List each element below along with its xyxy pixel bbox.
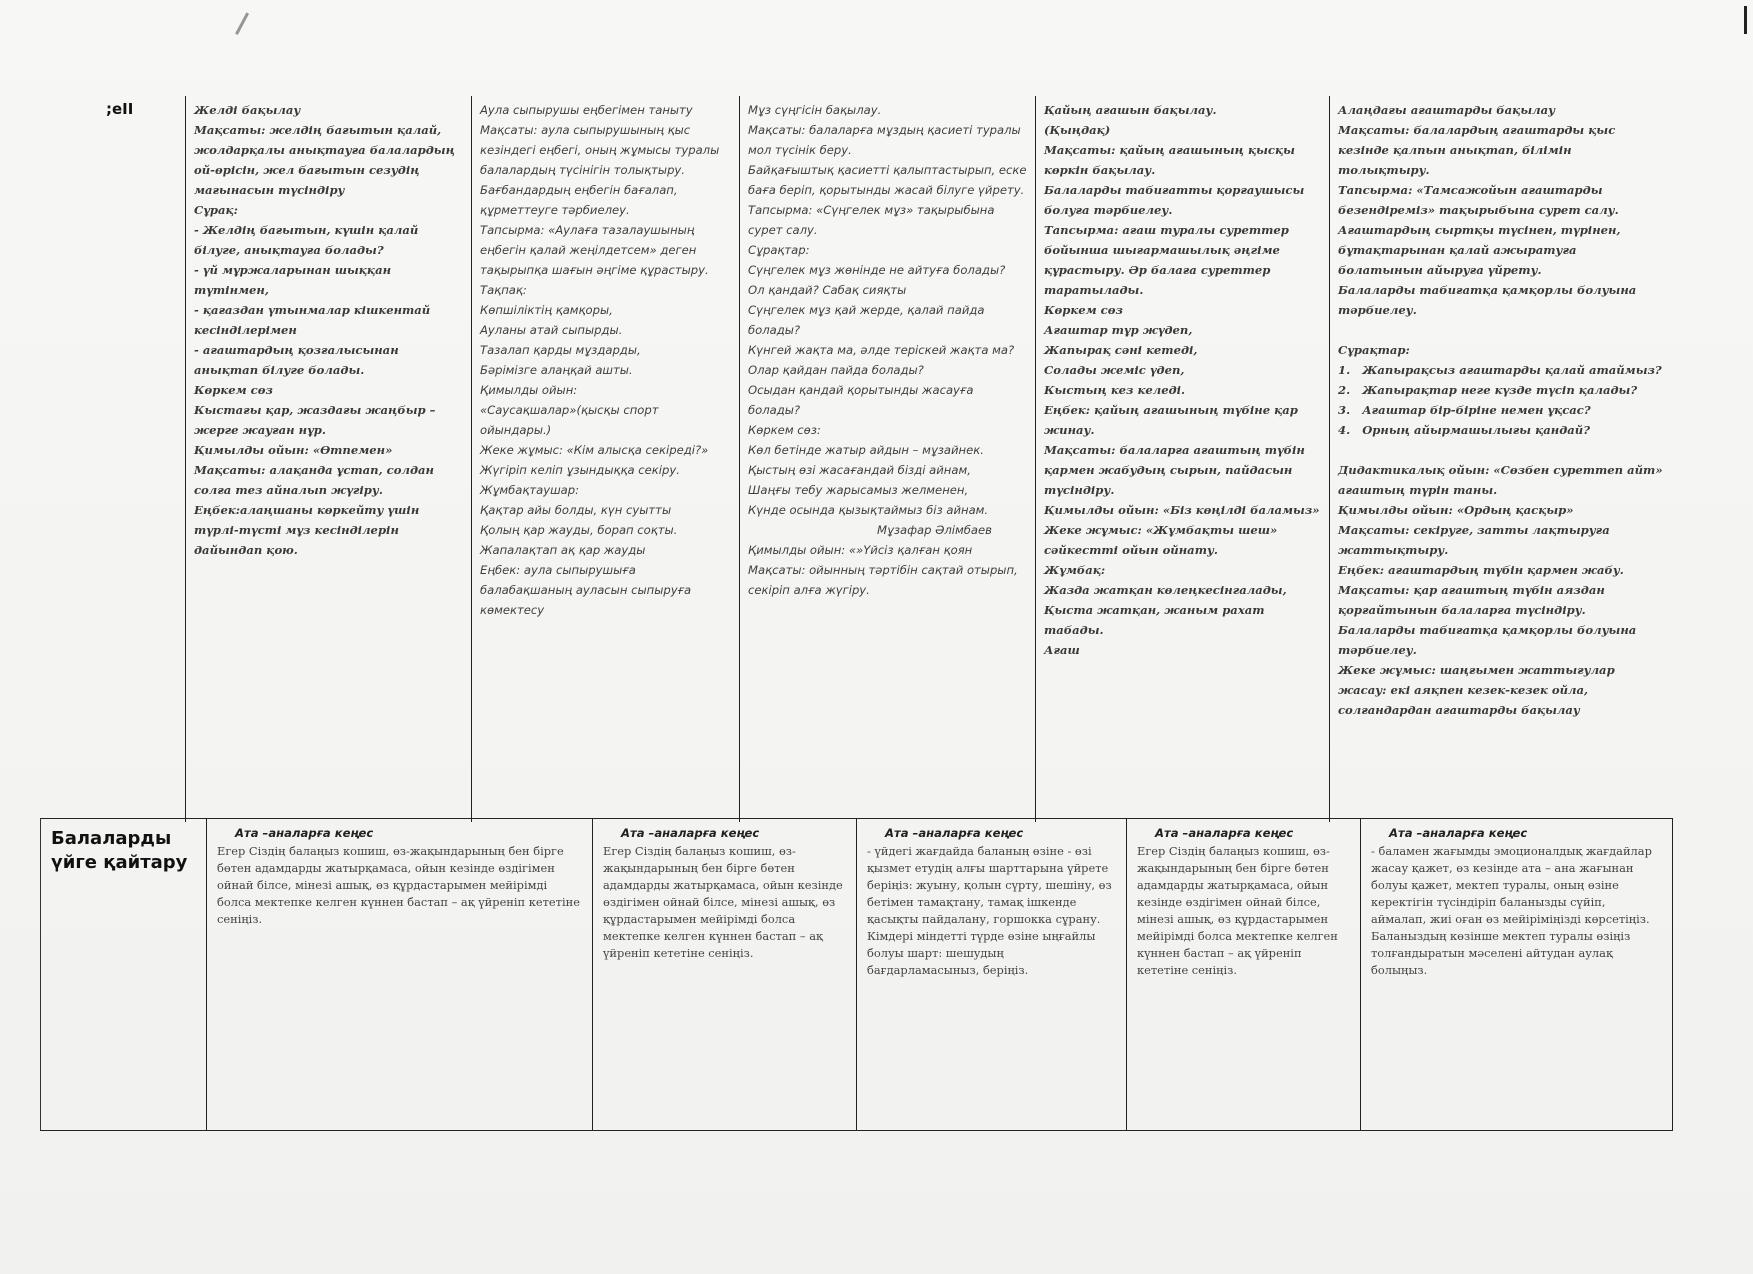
home-cell-2 xyxy=(593,818,857,1130)
walk-row xyxy=(40,96,1673,822)
walk-cell-3 xyxy=(740,96,1036,822)
walk-cell-3-text: Мұз сүңгісін бақылау. Мақсаты: балаларға мұздың қасиеті туралы мол түсінік беру. Байқағыштық қасиетті қалыптастырып, еске бағa беріп, қорытынды жасай білуге үйрету. Тапсырма: «Сүңгелек мұз» тақырыбына сурет салу. Сұрақтар: Сүңгелек мұз жөнінде не айтуға болады? Ол қандай? Сабақ сияқты Сүңгелек мұз қай жерде, қалай пайда болады? Күнгей жақта ма, әлде теріскей жақта ма? Олар қайдан пайда болады? Осыдан қандай қорытынды жасауға болады? Көркем сөз: Көл бетінде жатыр айдын – мұзайнек. Қыстың өзі жасағандай біздi айнам, Шаңғы тебу жарысамыз желменен, Күнде осында қызықтаймыз біз айнам. Мұзафар Әлімбаев Қимылды ойын: «»Үйсіз қалған қоян Мақсаты: ойынның тәртібін сақтай отырып, секіріп алға жүгіру. xyxy=(748,103,1027,597)
home-cell-4-text: Егер Сіздің балаңыз кошиш, өз-жақындарының бен бірге бөтен адамдарды жатырқамаса, ойын кезінде өздігімен ойнай білсе, мінезі ашық, өз құрдастарымен мейірімді болса мектепке келген күннен бастап – ақ үйреніп кететіне сеніңіз. xyxy=(1137,844,1342,977)
home-cell-4 xyxy=(1127,818,1361,1130)
home-row xyxy=(40,818,1673,1130)
walk-cell-4-text: Қайың ағашын бақылау. (Қыңдақ) Мақсаты: қайың ағашының қысқы көркін бақылау. Балаларды табиғатты қорғаушысы болуға тәрбиелеу. Тапсырма: ағаш туралы суреттер бойынша шығармашылық әңгіме құрастыру. Әр балаға суреттер таратылады. Көркем сөз Ағаштар тұр жүдеп, Жапырақ сәні кетеді, Солады жеміс үдеп, Кыстың кез келеді. Еңбек: қайың ағашының түбіне қар жинау. Мақсаты: балаларға ағаштың түбін қармен жабудың сырын, пайдасын түсіндіру. Қимылды ойын: «Біз көңілді баламыз» Жеке жұмыс: «Жұмбақты шеш» сәйкестті ойын ойнату. Жұмбақ: Жазда жатқан көлеңкесінгалады, Қыста жатқан, жаным рахат табады. Ағаш xyxy=(1044,103,1320,657)
home-cell-1 xyxy=(207,818,593,1130)
home-cell-2-text: Егер Сіздің балаңыз кошиш, өз-жақындарының бен бірге бөтен адамдарды жатырқамаса, ойын кезінде өздігімен ойнай білсе, мінезі ашық, өз құрдастарымен мейірімді болса мектепке келген күннен бастап – ақ үйреніп кететіне сеніңіз. xyxy=(603,844,847,960)
parent-advice-title: Ата –аналарға кеңес xyxy=(885,826,1024,840)
parent-advice-title: Ата –аналарға кеңес xyxy=(1389,826,1528,840)
walk-row-header xyxy=(40,96,186,822)
walk-cell-5 xyxy=(1330,96,1673,822)
edge-mark xyxy=(1744,6,1747,34)
home-cell-3 xyxy=(857,818,1127,1130)
home-cell-5 xyxy=(1361,818,1673,1130)
walk-cell-4 xyxy=(1036,96,1330,822)
home-cell-5-text: - баламен жағымды эмоционалдық жағдайлар жасау қажет, өз кезінде ата – ана жағынан болуы қажет, мектеп туралы, оның өзіне керектігін түсіндіріп баланызды сүйіп, аймалап, жиі оған өз мейіріміңізді көрсетіңіз. Баланыздың көзінше мектеп туралы өзіңіз толғандыратын мәселені айтудан аулақ болыңыз. xyxy=(1371,844,1656,977)
walk-cell-5-text: Алаңдағы ағаштарды бақылау Мақсаты: балалардың ағаштарды қыс кезінде қалпын анықтап, білімін толықтыру. Тапсырма: «Тамсажойын ағаштарды безендіреміз» тақырыбына сурет салу. Ағаштардың сыртқы түсінен, түрінен, бұтақтарынан қалай ажыратуға болатынын айыруға үйрету. Балаларды табиғатқа қамқорлы болуына тәрбиелеу. Сұрақтар: 1. Жапырақсыз ағаштарды қалай атаймыз? 2. Жапырақтар неге күзде түсіп қалады? 3. Ағаштар бір-біріне немен ұқсас? 4. Орның айырмашылығы қандай? Дидактикалық ойын: «Сөзбен суреттеп айт» ағаштың түрін таны. Қимылды ойын: «Ордың қасқыр» Мақсаты: секіруге, затты лақтыруға жаттықтыру. Еңбек: ағаштардың түбін қармен жабу. Мақсаты: қар ағаштың түбін аяздан қорғайтынын балаларға түсіндіру. Балаларды табиғатқа қамқорлы болуына тәрбиелеу. Жеке жұмыс: шаңғымен жаттығулар жасау: екі аяқпен кезек-кезек ойла, солғандардан ағаштарды бақылау xyxy=(1338,103,1663,717)
home-cell-3-text: - үйдегі жағдайда баланың өзіне - өзі қызмет етудің алғы шарттарына үйрете беріңіз: жуыну, қолын сүрту, шешіну, өз бетімен тамақтану, тамақ ішкенде қасықты пайдалану, горшокка сұрану. Кімдері міндетті түрде өзіне ыңғайлы болуы шарт: шешудың бағдарламасыныз, беріңіз. xyxy=(867,844,1116,977)
walk-cell-1 xyxy=(186,96,472,822)
parent-advice-title: Ата –аналарға кеңес xyxy=(1155,826,1294,840)
pen-mark xyxy=(235,12,258,39)
walk-cell-1-text: Желді бақылау Мақсаты: желдің бағытын қалай, жолдарқалы анықтауға балалардың ой-өрісін, жел бағытын сезудің мағынасын түсіндіру Сұрақ: - Желдің бағытын, күшін қалай білуге, анықтауға болады? - үй мұржаларынан шыққан түтінмен, - қағаздан үтынмалар кішкентай кесінділерімен - ағаштардың қозғалысынан анықтап білуге болады. Көркем сөз Кыстағы қар, жаздағы жаңбыр – жерге жауған нұр. Қимылды ойын: «Өтпемен» Мақсаты: алақанда ұстап, солдан солға тез айналып жүгіру. Еңбек:алаңшаны көркейту үшін түрлі-түсті мұз кесінділерін дайындап қою. xyxy=(194,103,455,557)
home-row-label: Балаларды үйге қайтару xyxy=(51,828,188,873)
walk-row-header-text: ;eII xyxy=(106,100,134,118)
parent-advice-title: Ата –аналарға кеңес xyxy=(235,826,374,840)
home-cell-1-text: Егер Сіздің балаңыз кошиш, өз-жақындарының бен бірге бөтен адамдарды жатырқамаса, ойын кезінде өздігімен ойнай білсе, мінезі ашық, өз құрдастарымен мейірімді болса мектепке келген күннен бастап – ақ үйреніп кететіне сеніңіз. xyxy=(217,844,584,926)
home-row-header xyxy=(40,818,207,1130)
table-bottom-border xyxy=(40,1130,1673,1131)
walk-cell-2 xyxy=(472,96,740,822)
parent-advice-title: Ата –аналарға кеңес xyxy=(621,826,760,840)
walk-cell-2-text: Аула сыпырушы еңбегімен таныту Мақсаты: аула сыпырушының қыс кезіндегі еңбегі, оның жұмысы туралы балалардың түсінігін толықтыру. Бағбандардың еңбегін бағалап, құрметтеуге тәрбиелеу. Тапсырма: «Аулаға тазалаушының еңбегін қалай жеңілдетсем» деген тақырыпқа шағын әңгіме құрастыру. Тақпақ: Көпшіліктің қамқоры, Ауланы атай сыпырды. Тазалап қарды мұздарды, Бәрімізге алаңқай ашты. Қимылды ойын: «Саусақшалар»(қысқы спорт ойындары.) Жеке жұмыс: «Кім алысқа секіреді?» Жүгіріп келіп ұзындыққа секіру. Жұмбақтаушар: Қақтар айы болды, күн суытты Қолың қар жауды, борап соқты. Жапалақтап ақ қар жауды Еңбек: аула сыпырушыға балабақшаның ауласын сыпыруға көмектесу xyxy=(480,103,720,617)
